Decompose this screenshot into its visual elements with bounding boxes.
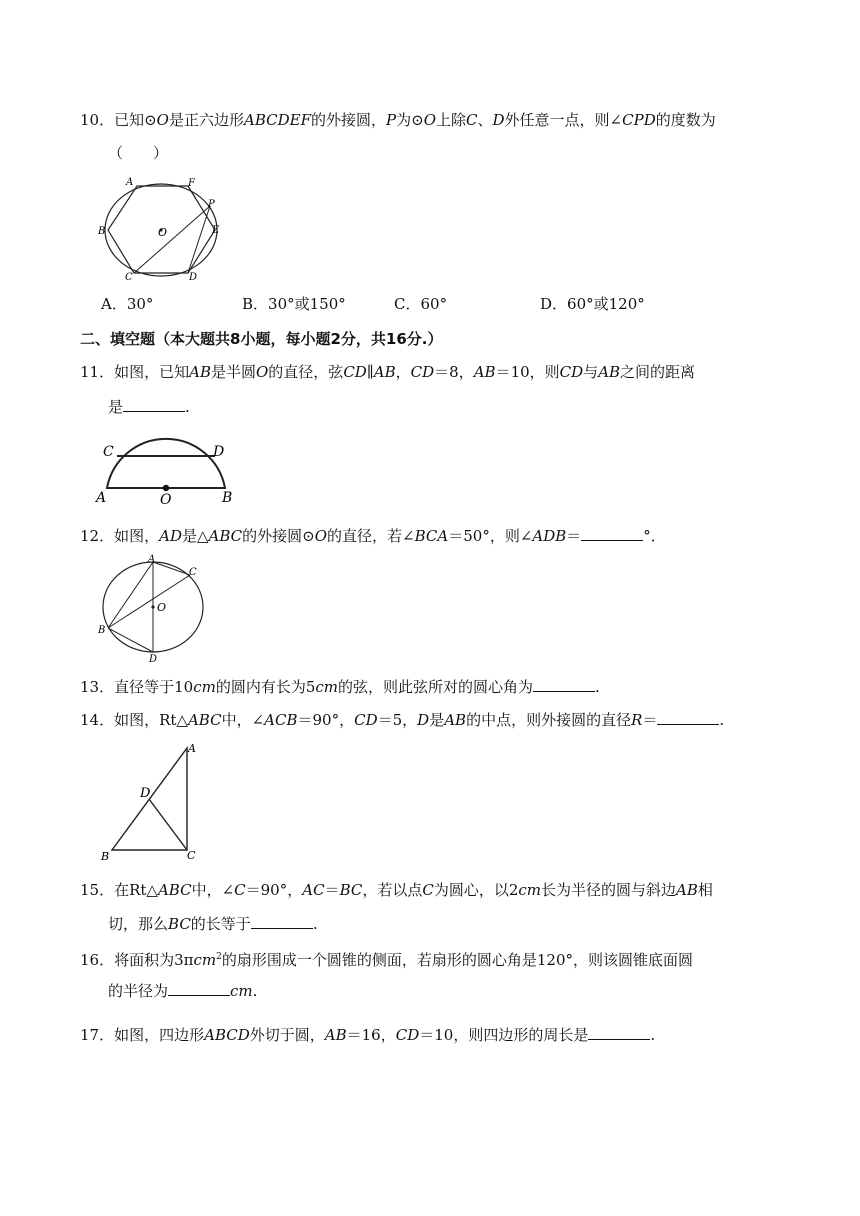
q14-figure-right-triangle (95, 738, 210, 864)
q10-text: 为⊙ (396, 111, 424, 129)
q12-answer-blank[interactable] (581, 525, 643, 541)
q10-label-o: O (158, 226, 168, 239)
q15-var: ABC (157, 881, 192, 899)
q11-var: CD (559, 363, 584, 381)
q15-text: 长为半径的圆与斜边 (541, 881, 677, 899)
q12-text: 的直径，若∠ (327, 527, 415, 545)
q10-var: C (466, 111, 478, 129)
q13-var: cm (315, 678, 338, 696)
q13-line1 (80, 676, 600, 697)
q11-text: 如图，已知 (114, 363, 190, 381)
q11-var: AB (473, 363, 496, 381)
q11-text: ＝8， (434, 363, 474, 381)
q11-var: CD (343, 363, 367, 381)
q11-label-d: D (213, 444, 225, 460)
q12-label-a: A (148, 554, 156, 565)
q11-text: 的直径，弦 (268, 363, 344, 381)
q17-var: AB (324, 1026, 347, 1044)
q17-text: ＝10，则四边形的周长是 (419, 1026, 589, 1044)
q14-text: 中，∠ (221, 711, 265, 729)
q15-text: 中，∠ (191, 881, 235, 899)
q10-option-d: D．60°或120° (540, 295, 645, 313)
q10-text: 已知⊙ (114, 111, 157, 129)
q12-text: ＝ (566, 527, 582, 545)
q10-option-c: C．60° (394, 295, 448, 313)
q12-text: 的外接圆⊙ (242, 527, 315, 545)
q14-label-d: D (140, 786, 151, 801)
q10-var: P (386, 111, 397, 129)
q16-answer-blank[interactable] (168, 980, 230, 996)
q17-text: 外切于圆， (249, 1026, 325, 1044)
q10-option-b: B．30°或150° (242, 295, 346, 313)
q10-label-f: F (188, 178, 195, 189)
q10-paren: （ ） (108, 144, 169, 162)
q15-var: BC (168, 915, 191, 933)
q10-text: 是正六边形 (168, 111, 244, 129)
q14-label-b: B (101, 850, 110, 863)
q11-text: ， (395, 363, 411, 381)
q13-var: cm (193, 678, 216, 696)
q12-label-d: D (149, 654, 158, 665)
q11-label-a: A (96, 490, 107, 506)
q14-text: 的中点，则外接圆的直径 (466, 711, 632, 729)
q15-line1 (80, 880, 713, 900)
q13-text: 直径等于10 (114, 678, 194, 696)
q16-number: 16． (80, 951, 115, 969)
q17-answer-blank[interactable] (588, 1024, 650, 1040)
q16-line2 (108, 980, 257, 1001)
q14-text: 如图，Rt△ (114, 711, 188, 729)
q15-text: 为圆心，以2 (433, 881, 519, 899)
q12-text: ＝50°，则∠ (448, 527, 533, 545)
q10-text: 的度数为 (655, 111, 716, 129)
q16-text: 的扇形围成一个圆锥的侧面，若扇形的圆心角是120°，则该圆锥底面圆 (221, 951, 693, 969)
q12-label-o: O (157, 601, 167, 614)
q16-var: cm (193, 951, 217, 969)
q10-var: ABCDEF (244, 111, 311, 129)
q11-text: 与 (583, 363, 599, 381)
q11-text: . (185, 398, 190, 416)
q11-label-c: C (103, 444, 114, 460)
q12-var: ABC (208, 527, 243, 545)
q14-var: ABC (187, 711, 222, 729)
q15-text: 切，那么 (108, 915, 169, 933)
q15-text: . (312, 915, 318, 933)
q10-var: CPD (622, 111, 656, 129)
q15-var: C (234, 881, 246, 899)
q15-var: C (422, 881, 434, 899)
q14-var: D (417, 711, 430, 729)
q10-text: 外任意一点，则∠ (504, 111, 623, 129)
q11-text: ＝10，则 (495, 363, 560, 381)
q10-var: D (492, 111, 505, 129)
q14-answer-blank[interactable] (657, 709, 719, 725)
q15-text: 的长等于 (190, 915, 251, 933)
q16-unit: cm (230, 982, 253, 1000)
q10-var: O (156, 111, 169, 129)
q10-label-p: P (208, 199, 215, 210)
q14-text: ＝90°， (297, 711, 355, 729)
q12-var: ADB (532, 527, 567, 545)
q11-var: AB (373, 363, 396, 381)
q17-var: CD (395, 1026, 420, 1044)
q12-label-c: C (189, 567, 197, 578)
q10-text: 上除 (436, 111, 467, 129)
q12-text: °． (643, 527, 666, 545)
q14-text: . (719, 711, 725, 729)
q17-text: . (650, 1026, 656, 1044)
q15-text: 在Rt△ (114, 881, 158, 899)
q11-number: 11． (80, 363, 115, 381)
q15-text: 相 (697, 881, 713, 899)
q11-center-dot (163, 485, 169, 491)
q12-label-b: B (98, 625, 106, 636)
q14-var: CD (354, 711, 378, 729)
q10-label-d: D (189, 272, 198, 282)
q12-figure-circle-triangle (95, 553, 210, 665)
q11-text: ∥ (366, 363, 374, 381)
q10-label-a: A (126, 177, 134, 188)
q15-line2 (108, 913, 318, 934)
q14-var: ACB (264, 711, 298, 729)
q11-label-o: O (160, 492, 172, 506)
q12-segment-bc (108, 575, 190, 628)
q12-text: 是△ (181, 527, 209, 545)
q17-number: 17． (80, 1026, 115, 1044)
q11-semicircle (107, 439, 225, 488)
q10-figure-hexagon-circle (95, 172, 230, 282)
q11-answer-blank[interactable] (123, 396, 185, 412)
q11-line2 (108, 396, 190, 417)
q10-var: O (423, 111, 436, 129)
q14-var: AB (444, 711, 467, 729)
q15-answer-blank[interactable] (251, 913, 313, 929)
q13-number: 13． (80, 678, 115, 696)
q14-text: ＝5， (377, 711, 418, 729)
q13-text: 的弦，则此弦所对的圆心角为 (337, 678, 533, 696)
q10-label-c: C (125, 272, 133, 282)
q14-label-a: A (188, 742, 196, 755)
q11-text: 之间的距离 (620, 363, 696, 381)
q10-label-b: B (98, 226, 106, 237)
q10-label-e: E (212, 225, 220, 236)
q15-var: AB (676, 881, 698, 899)
q11-var: AB (189, 363, 211, 381)
q12-var: BCA (414, 527, 449, 545)
q17-line1 (80, 1024, 655, 1045)
q14-median-cd (149, 799, 187, 850)
q12-var: AD (159, 527, 182, 545)
q12-text: 如图， (114, 527, 160, 545)
q14-label-c: C (187, 849, 196, 862)
q16-line1 (80, 947, 693, 970)
q15-var: BC (339, 881, 363, 899)
q16-text: . (252, 982, 258, 1000)
q10-line1 (80, 110, 716, 130)
q14-number: 14． (80, 711, 115, 729)
q15-text: ，若以点 (362, 881, 423, 899)
section-heading: 二、填空题（本大题共8小题，每小题2分，共16分.） (80, 330, 443, 348)
q17-text: 如图，四边形 (114, 1026, 205, 1044)
q11-text: 是半圆 (210, 363, 256, 381)
q16-text: 的半径为 (108, 982, 169, 1000)
q14-text: 是 (429, 711, 445, 729)
q13-text: 的圆内有长为5 (215, 678, 316, 696)
q10-option-a: A．30° (101, 295, 154, 313)
q14-line1 (80, 709, 724, 730)
q15-number: 15． (80, 881, 115, 899)
q11-text: 是 (108, 398, 124, 416)
q11-figure-semicircle (95, 420, 240, 506)
q10-text: 、 (477, 111, 493, 129)
q12-segment-bd (108, 628, 153, 652)
q15-text: ＝ (324, 881, 340, 899)
q12-var: O (314, 527, 328, 545)
q13-text: . (595, 678, 600, 696)
q11-var: AB (598, 363, 621, 381)
q11-label-b: B (222, 490, 233, 506)
q15-var: cm (518, 881, 542, 899)
q11-line1 (80, 362, 695, 382)
q16-text: 将面积为3π (114, 951, 194, 969)
q14-text: ＝ (642, 711, 658, 729)
q17-var: ABCD (204, 1026, 250, 1044)
q12-segment-ac (153, 562, 190, 575)
q14-var: R (631, 711, 643, 729)
q11-var: CD (410, 363, 435, 381)
q15-text: ＝90°， (245, 881, 303, 899)
q12-line1 (80, 525, 666, 546)
q12-segment-ab (108, 562, 153, 628)
q13-answer-blank[interactable] (533, 676, 595, 692)
q11-var: O (255, 363, 269, 381)
q16-superscript: 2 (216, 952, 222, 962)
q10-number: 10． (80, 111, 115, 129)
q12-number: 12． (80, 527, 115, 545)
q10-text: 的外接圆， (311, 111, 387, 129)
q17-text: ＝16， (346, 1026, 396, 1044)
q15-var: AC (302, 881, 325, 899)
q12-center-dot (151, 605, 154, 608)
